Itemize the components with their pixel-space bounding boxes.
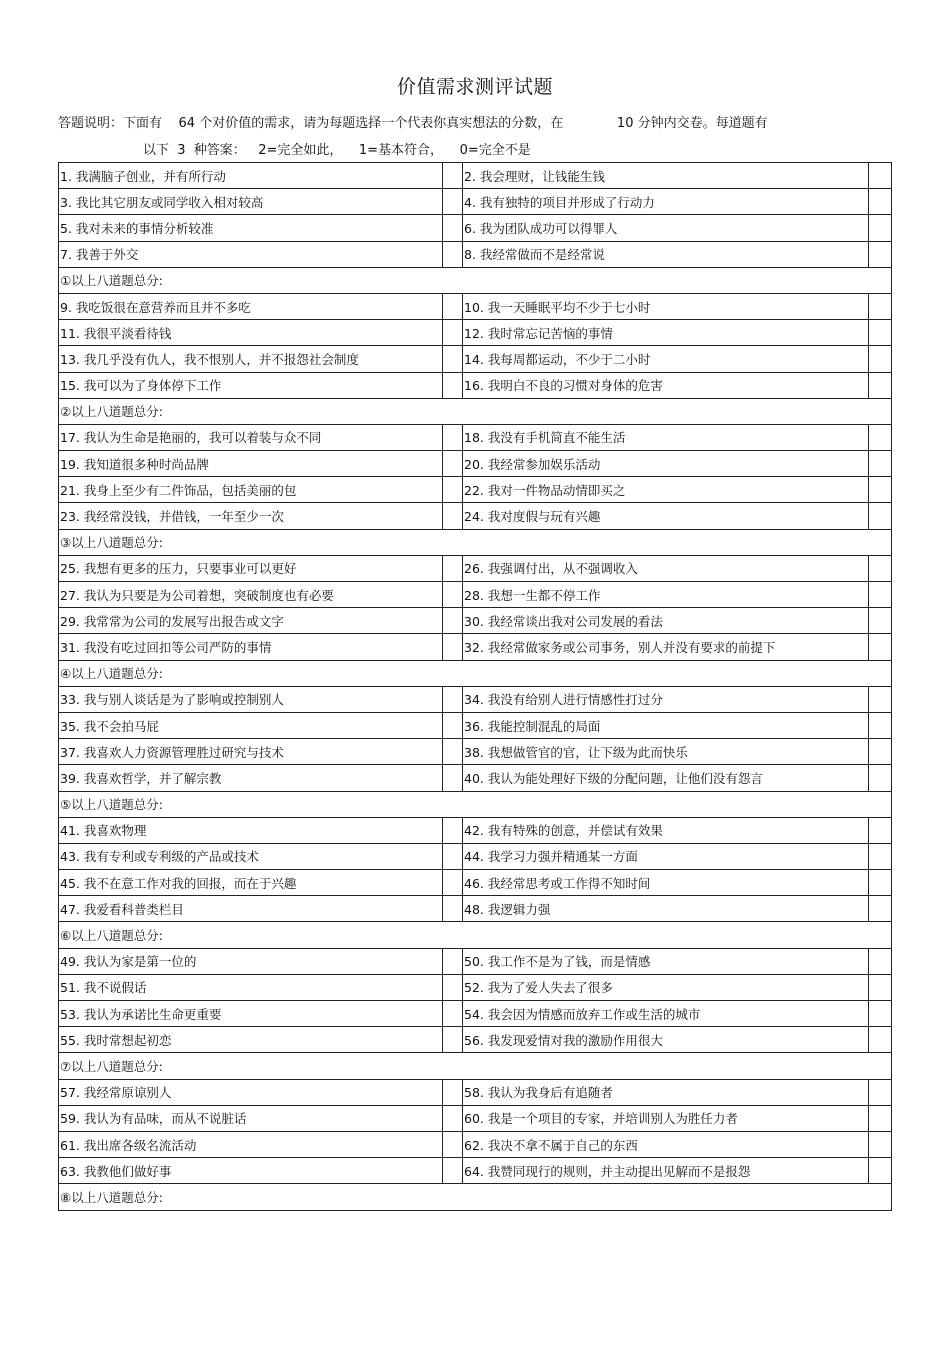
question-text: 47. 我爱看科普类栏目 bbox=[59, 896, 443, 922]
answer-score-cell[interactable] bbox=[443, 870, 463, 896]
answer-score-cell[interactable] bbox=[443, 634, 463, 660]
question-text: 34. 我没有给别人进行情感性打过分 bbox=[463, 686, 869, 712]
question-text: 40. 我认为能处理好下级的分配问题，让他们没有怨言 bbox=[463, 765, 869, 791]
questionnaire-table bbox=[58, 162, 892, 1211]
answer-score-cell[interactable] bbox=[869, 608, 892, 634]
question-text: 22. 我对一件物品动情即买之 bbox=[463, 477, 869, 503]
answer-score-cell[interactable] bbox=[869, 1001, 892, 1027]
question-text: 46. 我经常思考或工作得不知时间 bbox=[463, 870, 869, 896]
answer-score-cell[interactable] bbox=[869, 634, 892, 660]
question-text: 3. 我比其它朋友或同学收入相对较高 bbox=[59, 189, 443, 215]
question-text: 63. 我教他们做好事 bbox=[59, 1158, 443, 1184]
question-text: 48. 我逻辑力强 bbox=[463, 896, 869, 922]
answer-score-cell[interactable] bbox=[443, 1079, 463, 1105]
question-text: 42. 我有特殊的创意，并偿试有效果 bbox=[463, 817, 869, 843]
question-row bbox=[59, 189, 892, 215]
answer-score-cell[interactable] bbox=[869, 1079, 892, 1105]
question-row bbox=[59, 215, 892, 241]
question-row bbox=[59, 451, 892, 477]
question-row bbox=[59, 765, 892, 791]
question-row bbox=[59, 739, 892, 765]
question-row bbox=[59, 974, 892, 1000]
question-text: 2. 我会理财，让钱能生钱 bbox=[463, 163, 869, 189]
answer-score-cell[interactable] bbox=[443, 293, 463, 319]
answer-score-cell[interactable] bbox=[443, 477, 463, 503]
group-total-row bbox=[59, 529, 892, 555]
question-text: 28. 我想一生都不停工作 bbox=[463, 582, 869, 608]
question-row bbox=[59, 477, 892, 503]
instructions-line-1: 答题说明：下面有 64 个对价值的需求，请为每题选择一个代表你真实想法的分数，在 10 分钟内交卷。每道题有 bbox=[58, 116, 768, 131]
answer-score-cell[interactable] bbox=[869, 817, 892, 843]
question-text: 27. 我认为只要是为公司着想，突破制度也有必要 bbox=[59, 582, 443, 608]
question-text: 10. 我一天睡眠平均不少于七小时 bbox=[463, 293, 869, 319]
answer-score-cell[interactable] bbox=[869, 346, 892, 372]
question-text: 64. 我赞同现行的规则，并主动提出见解而不是报怨 bbox=[463, 1158, 869, 1184]
answer-score-cell[interactable] bbox=[869, 293, 892, 319]
answer-score-cell[interactable] bbox=[443, 739, 463, 765]
answer-score-cell[interactable] bbox=[869, 372, 892, 398]
question-row bbox=[59, 843, 892, 869]
group-total-label[interactable]: ①以上八道题总分: bbox=[59, 267, 892, 293]
answer-score-cell[interactable] bbox=[443, 817, 463, 843]
answer-score-cell[interactable] bbox=[443, 974, 463, 1000]
answer-score-cell[interactable] bbox=[443, 1001, 463, 1027]
answer-score-cell[interactable] bbox=[443, 1027, 463, 1053]
answer-score-cell[interactable] bbox=[869, 843, 892, 869]
answer-score-cell[interactable] bbox=[443, 451, 463, 477]
answer-score-cell[interactable] bbox=[869, 1105, 892, 1131]
answer-score-cell[interactable] bbox=[443, 1131, 463, 1157]
group-total-label[interactable]: ⑤以上八道题总分: bbox=[59, 791, 892, 817]
question-text: 54. 我会因为情感而放弃工作或生活的城市 bbox=[463, 1001, 869, 1027]
question-row bbox=[59, 293, 892, 319]
answer-score-cell[interactable] bbox=[443, 555, 463, 581]
answer-score-cell[interactable] bbox=[443, 424, 463, 450]
question-row bbox=[59, 1001, 892, 1027]
question-row bbox=[59, 712, 892, 738]
answer-score-cell[interactable] bbox=[869, 1158, 892, 1184]
answer-score-cell[interactable] bbox=[869, 896, 892, 922]
question-text: 32. 我经常做家务或公司事务，别人并没有要求的前提下 bbox=[463, 634, 869, 660]
question-text: 44. 我学习力强并精通某一方面 bbox=[463, 843, 869, 869]
answer-score-cell[interactable] bbox=[869, 765, 892, 791]
group-total-row bbox=[59, 791, 892, 817]
question-text: 35. 我不会拍马屁 bbox=[59, 712, 443, 738]
question-text: 57. 我经常原谅别人 bbox=[59, 1079, 443, 1105]
group-total-label[interactable]: ③以上八道题总分: bbox=[59, 529, 892, 555]
question-row bbox=[59, 634, 892, 660]
answer-score-cell[interactable] bbox=[869, 870, 892, 896]
answer-score-cell[interactable] bbox=[869, 320, 892, 346]
question-row bbox=[59, 346, 892, 372]
question-row bbox=[59, 686, 892, 712]
group-total-row bbox=[59, 398, 892, 424]
answer-score-cell[interactable] bbox=[869, 477, 892, 503]
question-row bbox=[59, 372, 892, 398]
question-text: 9. 我吃饭很在意营养而且并不多吃 bbox=[59, 293, 443, 319]
group-total-label[interactable]: ⑦以上八道题总分: bbox=[59, 1053, 892, 1079]
group-total-row bbox=[59, 1053, 892, 1079]
answer-score-cell[interactable] bbox=[443, 163, 463, 189]
question-text: 6. 我为团队成功可以得罪人 bbox=[463, 215, 869, 241]
answer-score-cell[interactable] bbox=[443, 189, 463, 215]
answer-score-cell[interactable] bbox=[443, 896, 463, 922]
question-text: 30. 我经常谈出我对公司发展的看法 bbox=[463, 608, 869, 634]
answer-score-cell[interactable] bbox=[443, 608, 463, 634]
question-text: 56. 我发现爱情对我的激励作用很大 bbox=[463, 1027, 869, 1053]
answer-score-cell[interactable] bbox=[869, 215, 892, 241]
question-text: 5. 我对未来的事情分析较准 bbox=[59, 215, 443, 241]
question-text: 58. 我认为我身后有追随者 bbox=[463, 1079, 869, 1105]
question-row bbox=[59, 1105, 892, 1131]
question-text: 7. 我善于外交 bbox=[59, 241, 443, 267]
question-text: 13. 我几乎没有仇人，我不恨别人，并不报怨社会制度 bbox=[59, 346, 443, 372]
question-row bbox=[59, 503, 892, 529]
answer-score-cell[interactable] bbox=[869, 424, 892, 450]
question-row bbox=[59, 948, 892, 974]
answer-score-cell[interactable] bbox=[869, 163, 892, 189]
question-text: 62. 我决不拿不属于自己的东西 bbox=[463, 1131, 869, 1157]
question-text: 29. 我常常为公司的发展写出报告或文字 bbox=[59, 608, 443, 634]
question-text: 15. 我可以为了身体停下工作 bbox=[59, 372, 443, 398]
answer-score-cell[interactable] bbox=[443, 320, 463, 346]
question-text: 50. 我工作不是为了钱，而是情感 bbox=[463, 948, 869, 974]
answer-score-cell[interactable] bbox=[443, 948, 463, 974]
question-text: 4. 我有独特的项目并形成了行动力 bbox=[463, 189, 869, 215]
group-total-row bbox=[59, 1184, 892, 1210]
question-text: 18. 我没有手机简直不能生活 bbox=[463, 424, 869, 450]
answer-score-cell[interactable] bbox=[443, 241, 463, 267]
question-text: 12. 我时常忘记苦恼的事情 bbox=[463, 320, 869, 346]
question-text: 17. 我认为生命是艳丽的，我可以着装与众不同 bbox=[59, 424, 443, 450]
question-text: 51. 我不说假话 bbox=[59, 974, 443, 1000]
question-row bbox=[59, 320, 892, 346]
question-row bbox=[59, 241, 892, 267]
question-row bbox=[59, 1027, 892, 1053]
question-text: 1. 我满脑子创业，并有所行动 bbox=[59, 163, 443, 189]
answer-score-cell[interactable] bbox=[869, 451, 892, 477]
group-total-label[interactable]: ⑧以上八道题总分: bbox=[59, 1184, 892, 1210]
answer-score-cell[interactable] bbox=[443, 843, 463, 869]
answer-score-cell[interactable] bbox=[869, 503, 892, 529]
group-total-label[interactable]: ④以上八道题总分: bbox=[59, 660, 892, 686]
question-text: 45. 我不在意工作对我的回报，而在于兴趣 bbox=[59, 870, 443, 896]
question-text: 16. 我明白不良的习惯对身体的危害 bbox=[463, 372, 869, 398]
answer-score-cell[interactable] bbox=[869, 739, 892, 765]
question-text: 55. 我时常想起初恋 bbox=[59, 1027, 443, 1053]
question-row bbox=[59, 1131, 892, 1157]
answer-score-cell[interactable] bbox=[869, 974, 892, 1000]
question-text: 24. 我对度假与玩有兴趣 bbox=[463, 503, 869, 529]
answer-score-cell[interactable] bbox=[869, 189, 892, 215]
answer-score-cell[interactable] bbox=[869, 1027, 892, 1053]
answer-score-cell[interactable] bbox=[869, 555, 892, 581]
question-text: 31. 我没有吃过回扣等公司严防的事情 bbox=[59, 634, 443, 660]
question-row bbox=[59, 1158, 892, 1184]
group-total-label[interactable]: ⑥以上八道题总分: bbox=[59, 922, 892, 948]
page-title: 价值需求测评试题 bbox=[396, 76, 553, 98]
answer-score-cell[interactable] bbox=[869, 1131, 892, 1157]
answer-score-cell[interactable] bbox=[443, 686, 463, 712]
question-row bbox=[59, 896, 892, 922]
question-text: 8. 我经常做而不是经常说 bbox=[463, 241, 869, 267]
answer-score-cell[interactable] bbox=[869, 686, 892, 712]
question-text: 60. 我是一个项目的专家，并培训别人为胜任力者 bbox=[463, 1105, 869, 1131]
question-text: 49. 我认为家是第一位的 bbox=[59, 948, 443, 974]
question-text: 61. 我出席各级名流活动 bbox=[59, 1131, 443, 1157]
question-text: 53. 我认为承诺比生命更重要 bbox=[59, 1001, 443, 1027]
question-text: 41. 我喜欢物理 bbox=[59, 817, 443, 843]
question-row bbox=[59, 163, 892, 189]
answer-score-cell[interactable] bbox=[443, 372, 463, 398]
answer-score-cell[interactable] bbox=[443, 1158, 463, 1184]
question-text: 39. 我喜欢哲学，并了解宗教 bbox=[59, 765, 443, 791]
answer-score-cell[interactable] bbox=[869, 712, 892, 738]
question-text: 26. 我强调付出，从不强调收入 bbox=[463, 555, 869, 581]
answer-score-cell[interactable] bbox=[869, 948, 892, 974]
question-text: 38. 我想做管官的官，让下级为此而快乐 bbox=[463, 739, 869, 765]
question-text: 23. 我经常没钱，并借钱，一年至少一次 bbox=[59, 503, 443, 529]
question-text: 11. 我很平淡看待钱 bbox=[59, 320, 443, 346]
question-text: 33. 我与别人谈话是为了影响或控制别人 bbox=[59, 686, 443, 712]
group-total-row bbox=[59, 267, 892, 293]
answer-score-cell[interactable] bbox=[443, 582, 463, 608]
answer-score-cell[interactable] bbox=[443, 503, 463, 529]
answer-score-cell[interactable] bbox=[443, 346, 463, 372]
question-text: 37. 我喜欢人力资源管理胜过研究与技术 bbox=[59, 739, 443, 765]
question-row bbox=[59, 608, 892, 634]
question-text: 19. 我知道很多种时尚品牌 bbox=[59, 451, 443, 477]
answer-score-cell[interactable] bbox=[443, 712, 463, 738]
question-row bbox=[59, 582, 892, 608]
question-row bbox=[59, 1079, 892, 1105]
group-total-label[interactable]: ②以上八道题总分: bbox=[59, 398, 892, 424]
question-text: 14. 我每周都运动，不少于二小时 bbox=[463, 346, 869, 372]
question-text: 20. 我经常参加娱乐活动 bbox=[463, 451, 869, 477]
question-row bbox=[59, 555, 892, 581]
question-text: 59. 我认为有品味，而从不说脏话 bbox=[59, 1105, 443, 1131]
question-text: 43. 我有专利或专利级的产品或技术 bbox=[59, 843, 443, 869]
answer-score-cell[interactable] bbox=[443, 215, 463, 241]
question-row bbox=[59, 870, 892, 896]
answer-score-cell[interactable] bbox=[869, 241, 892, 267]
question-row bbox=[59, 424, 892, 450]
question-text: 25. 我想有更多的压力，只要事业可以更好 bbox=[59, 555, 443, 581]
question-text: 21. 我身上至少有二件饰品，包括美丽的包 bbox=[59, 477, 443, 503]
question-text: 36. 我能控制混乱的局面 bbox=[463, 712, 869, 738]
group-total-row bbox=[59, 922, 892, 948]
answer-score-cell[interactable] bbox=[443, 765, 463, 791]
group-total-row bbox=[59, 660, 892, 686]
instructions-line-2: 以下 3 种答案： 2=完全如此， 1=基本符合， 0=完全不是 bbox=[143, 143, 531, 158]
answer-score-cell[interactable] bbox=[443, 1105, 463, 1131]
question-text: 52. 我为了爱人失去了很多 bbox=[463, 974, 869, 1000]
question-row bbox=[59, 817, 892, 843]
answer-score-cell[interactable] bbox=[869, 582, 892, 608]
